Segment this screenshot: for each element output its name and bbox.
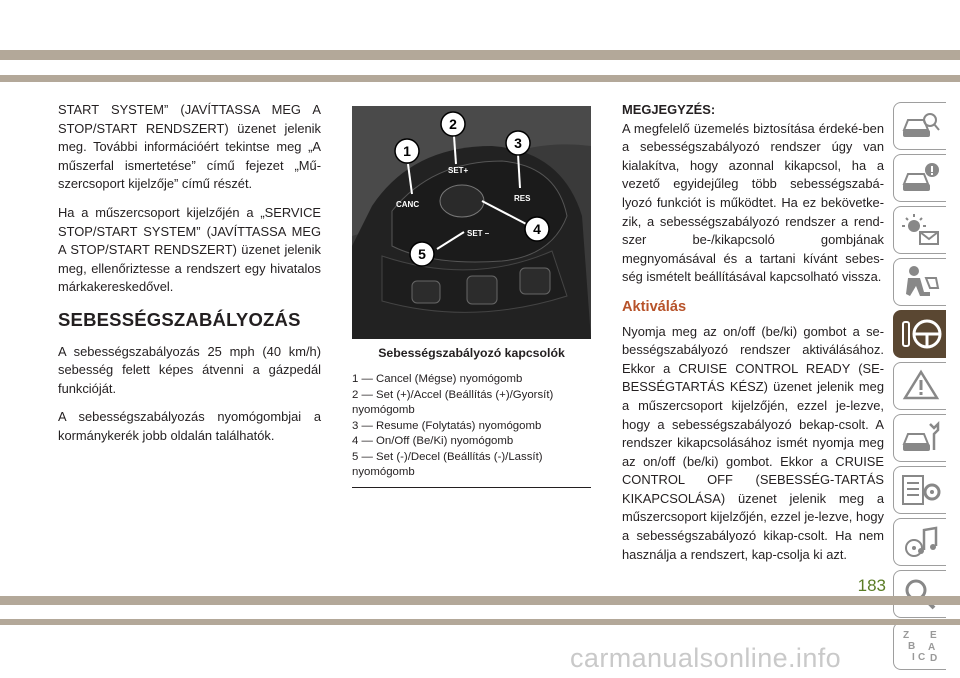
- right-column: [622, 101, 884, 568]
- index-letter: A: [928, 642, 936, 653]
- maintenance-checklist-icon: [900, 472, 942, 508]
- note-text: A megfelelő üzemelés biztosítása érdeké-ben a sebességszabályozó rendszer úgy van kialakítva, hogy azonnal kikapcsol, ha a vezető egyidejűleg több sebességszabá-lyozó funkciót is működtet. Ha ez bekövetke-zik, a sebességszabályozó rendszer a rend-szer be-/kikapcsoló gombjának megnyomásával és a tartani kívánt sebes-ség ismételt beállításával kapcsolható vissza.: [622, 120, 884, 285]
- steering-wheel-switches-illustration: [352, 106, 591, 339]
- chapter-tabs: [893, 102, 946, 674]
- multimedia-icon: [900, 524, 942, 560]
- callout-5: 5: [418, 246, 426, 262]
- note-heading: MEGJEGYZÉS:: [622, 102, 716, 117]
- page-number: 183: [857, 576, 886, 595]
- index-letter: C: [918, 652, 926, 663]
- tab-technical-specs[interactable]: [893, 466, 946, 514]
- canc-label: CANC: [396, 200, 420, 209]
- tab-index[interactable]: [893, 622, 946, 670]
- paragraph: A sebességszabályozás 25 mph (40 km/h) sebesség felett képes átvenni a gázpedál funkcióját.: [58, 343, 321, 396]
- top-margin: [0, 0, 960, 50]
- figure-caption: Sebességszabályozó kapcsolók: [378, 346, 565, 360]
- tab-emergency[interactable]: [893, 362, 946, 410]
- warning-lights-icon: [900, 212, 942, 248]
- callout-1: 1: [403, 143, 411, 159]
- legend-item: 3 — Resume (Folytatás) nyomógomb: [352, 419, 542, 432]
- watermark: carmanualsonline.info: [570, 643, 842, 673]
- tab-warning-lights[interactable]: [893, 206, 946, 254]
- alphabet-index-icon: [900, 628, 942, 664]
- paragraph: A sebességszabályozás nyomógombjai a kormánykerék jobb oldalán találhatók.: [58, 409, 321, 443]
- legend-divider: [352, 487, 591, 488]
- index-letter: E: [930, 630, 937, 641]
- index-letter: Z: [903, 630, 910, 641]
- subsection-heading: Aktiválás: [622, 298, 687, 315]
- legend-item: 1 — Cancel (Mégse) nyomógomb: [352, 373, 523, 385]
- index-letter: I: [912, 652, 915, 663]
- tab-search[interactable]: [893, 570, 946, 618]
- paragraph: Nyomja meg az on/off (be/ki) gombot a se-bességszabályozó rendszer aktiválásához. Ekkor a CRUISE CONTROL READY (SE-BESSÉGTARTÁS KÉSZ) üzenet jelenik meg a műszercsoport kijelzőjén, ezzel je-lezve, hogy a sebességszabályozó bekap-csolt. A rendszer kikapcsolásához ismét nyomja meg az on/off (be/ki) gombot. Ekkor a CRUISE CONTROL OFF (SEBESSÉG-TARTÁS KIKAPCSOLÁSA) üzenet jelenik meg a műszercsoport kijelzőjén, ezzel je-lezve, hogy a sebességszabályozó kikap-csolt. Ha nem használja a rendszert, kap-csolja ki azt.: [622, 323, 884, 562]
- figure-legend: [352, 372, 591, 481]
- car-service-icon: [900, 420, 942, 456]
- tab-servicing[interactable]: [893, 414, 946, 462]
- callout-3: 3: [514, 135, 522, 151]
- passenger-safety-icon: [900, 264, 942, 300]
- cruise-control-switches-photo: [352, 106, 591, 339]
- legend-item: 2 — Set (+)/Accel (Beállítás (+)/Gyorsít) nyomógomb: [352, 388, 554, 416]
- left-column: [58, 101, 321, 456]
- legend-item: 4 — On/Off (Be/Ki) nyomógomb: [352, 435, 514, 447]
- car-info-icon: [900, 160, 942, 196]
- top-rule-thick: [0, 50, 960, 60]
- callout-2: 2: [449, 116, 457, 132]
- car-search-icon: [900, 108, 942, 144]
- paragraph: START SYSTEM” (JAVÍTTASSA MEG A STOP/START RENDSZERT) üzenet jelenik meg. További információért tekintse meg „A műszerfal ismertetése” című fejezet „Mű-szercsoport kijelzője” című részét.: [58, 102, 321, 192]
- tab-starting-operating[interactable]: [893, 310, 946, 358]
- set-minus-label: SET –: [467, 229, 490, 238]
- tab-passenger-safety[interactable]: [893, 258, 946, 306]
- legend-item: 5 — Set (-)/Decel (Beállítás (-)/Lassít) nyomógomb: [352, 450, 543, 478]
- section-heading: SEBESSÉGSZABÁLYOZÁS: [58, 308, 301, 330]
- paragraph: Ha a műszercsoport kijelzőjén a „SERVICE STOP/START SYSTEM” (JAVÍTTASSA MEG A STOP/START RENDSZERT) üzenet jelenik meg, ellenőriztesse a rendszert egy hivatalos márkakereskedővel.: [58, 204, 321, 295]
- steering-wheel-icon: [900, 316, 942, 352]
- tab-car-info[interactable]: [893, 154, 946, 202]
- index-letter: D: [930, 653, 938, 664]
- bottom-rule-thick: [0, 596, 960, 605]
- set-plus-label: SET+: [448, 166, 469, 175]
- callout-4: 4: [533, 221, 541, 237]
- res-label: RES: [514, 194, 531, 203]
- roadside-warning-icon: [900, 368, 942, 404]
- top-rule-thin: [0, 75, 960, 82]
- index-letter: B: [908, 641, 916, 652]
- tab-car-search[interactable]: [893, 102, 946, 150]
- bottom-rule-thin: [0, 619, 960, 625]
- search-icon: [900, 576, 942, 612]
- tab-multimedia[interactable]: [893, 518, 946, 566]
